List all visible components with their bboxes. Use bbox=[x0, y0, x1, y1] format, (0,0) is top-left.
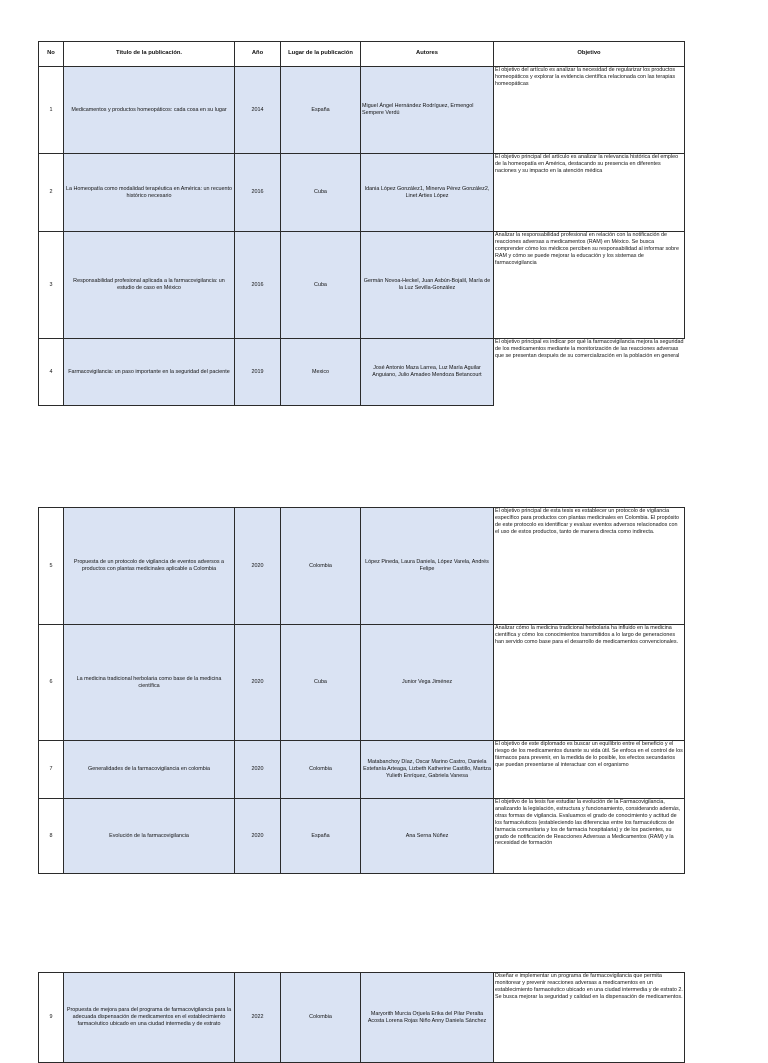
row-number: 5 bbox=[39, 508, 64, 625]
publication-objective: Analizar cómo la medicina tradicional herbolaria ha influido en la medicina científica y cómo los conocimientos transmitidos a lo largo de generaciones han servido como base para el desarrollo de medicamentos convencionales. bbox=[494, 625, 685, 741]
publication-authors: Junior Vega Jiménez bbox=[361, 625, 494, 741]
row-number: 3 bbox=[39, 232, 64, 339]
header-place: Lugar de la publicación bbox=[281, 42, 361, 67]
publication-year: 2014 bbox=[235, 67, 281, 154]
publication-year: 2016 bbox=[235, 232, 281, 339]
publication-year: 2019 bbox=[235, 339, 281, 406]
publication-title: Farmacovigilancia: un paso importante en la seguridad del paciente bbox=[64, 339, 235, 406]
header-row bbox=[39, 42, 685, 67]
row-number: 2 bbox=[39, 154, 64, 232]
publication-objective: Analizar la responsabilidad profesional en relación con la notificación de reacciones adversas a medicamentos (RAM) en México. Se busca comprender cómo los médicos perciben su responsabilidad al informar sobre RAM y cómo se puede mejorar la educación y los sistemas de farmacovigilancia bbox=[494, 232, 685, 339]
row-number: 1 bbox=[39, 67, 64, 154]
row-number: 9 bbox=[39, 973, 64, 1063]
publication-year: 2016 bbox=[235, 154, 281, 232]
table-row bbox=[39, 154, 685, 232]
table-row bbox=[39, 799, 685, 874]
publication-objective: El objetivo de la tesis fue estudiar la evolución de la Farmacovigilancia, analizando la legislación, estructura y funcionamiento, considerando además, otras formas de vigilancia. Evaluamos el grado de conocimiento y actitud de los farmacéuticos (estableciendo las diferencias entre los farmacéuticos de farmacia comunitaria y los de farmacia hospitalaria) y de los pacientes, su grado de notificación de Reacciones Adversas a Medicamentos (RAM) y la necesidad de formación bbox=[494, 799, 685, 874]
publication-objective: El objetivo de este diplomado es buscar un equilibrio entre el beneficio y el riesgo de los medicamentos durante su vida útil. Se enfoca en el control de los fármacos para prevenir, en la medida de lo posible, los efectos secundarios que puedan presentarse al interactuar con el organismo bbox=[494, 741, 685, 799]
row-number: 6 bbox=[39, 625, 64, 741]
publication-year: 2020 bbox=[235, 741, 281, 799]
publication-title: Propuesta de un protocolo de vigilancia de eventos adversos a productos con plantas medicinales aplicable a Colombia bbox=[64, 508, 235, 625]
publication-authors: Matabanchoy Díaz, Oscar Marino Castro, Daniela Estefanía Arteaga, Lizbeth Katherine Castillo, Maritza Yulieth Enríquez, Gabriela Vanesa bbox=[361, 741, 494, 799]
publication-place: Mexico bbox=[281, 339, 361, 406]
publication-title: Propuesta de mejora para del programa de farmacovigilancia para la adecuada dispensación de medicamentos en el establecimiento farmacéutico ubicado en una ciudad intermedia y de estrato bbox=[64, 973, 235, 1063]
header-objective: Objetivo bbox=[494, 42, 685, 67]
publication-place: Cuba bbox=[281, 625, 361, 741]
table-row bbox=[39, 625, 685, 741]
publication-authors: Idania López González1, Minerva Pérez González2, Linet Arties López bbox=[361, 154, 494, 232]
publication-place: Cuba bbox=[281, 154, 361, 232]
publication-place: Colombia bbox=[281, 973, 361, 1063]
publication-objective: El objetivo principal del artículo es analizar la relevancia histórica del empleo de la homeopatía en América, destacando su presencia en diferentes naciones y su impacto en la atención médica bbox=[494, 154, 685, 232]
header-authors: Autores bbox=[361, 42, 494, 67]
publication-authors: Ana Serna Núñez bbox=[361, 799, 494, 874]
table-row bbox=[39, 67, 685, 154]
publication-year: 2022 bbox=[235, 973, 281, 1063]
header-no: No bbox=[39, 42, 64, 67]
publication-objective: El objetivo principal es indicar por qué la farmacovigilancia mejora la seguridad de los medicamentos mediante la monitorización de las reacciones adversas que se presentan después de su comercialización en la población en general bbox=[494, 339, 685, 406]
publication-title: Evolución de la farmacovigilancia bbox=[64, 799, 235, 874]
table-row bbox=[39, 741, 685, 799]
publications-table-part-3 bbox=[38, 972, 685, 1063]
table-row bbox=[39, 339, 685, 406]
publication-place: Colombia bbox=[281, 508, 361, 625]
table-row bbox=[39, 232, 685, 339]
header-year: Año bbox=[235, 42, 281, 67]
row-number: 4 bbox=[39, 339, 64, 406]
publication-authors: Miguel Ángel Hernández Rodríguez, Ermengol Sempere Verdú bbox=[361, 67, 494, 154]
publication-objective: El objetivo principal de esta tesis es establecer un protocolo de vigilancia específico para productos con plantas medicinales en Colombia. El propósito de este protocolo es identificar y evaluar eventos adversos relacionados con el uso de estos productos, tanto de manera directa como indirecta. bbox=[494, 508, 685, 625]
publication-place: España bbox=[281, 67, 361, 154]
table-row bbox=[39, 508, 685, 625]
publication-place: España bbox=[281, 799, 361, 874]
publication-year: 2020 bbox=[235, 508, 281, 625]
publications-table-part-2 bbox=[38, 507, 685, 874]
publication-title: Generalidades de la farmacovigilancia en colombia bbox=[64, 741, 235, 799]
publication-authors: José Antonio Maza Larrea, Luz María Aguilar Anguiano, Julio Amadeo Mendoza Betancourt bbox=[361, 339, 494, 406]
publication-place: Cuba bbox=[281, 232, 361, 339]
publication-title: Medicamentos y productos homeopáticos: cada cosa en su lugar bbox=[64, 67, 235, 154]
publication-place: Colombia bbox=[281, 741, 361, 799]
publication-title: Responsabilidad profesional aplicada a la farmacovigilancia: un estudio de caso en México bbox=[64, 232, 235, 339]
publication-authors: Germán Novoa-Heckel, Juan Asbún-Bojalil, María de la Luz Sevilla-González bbox=[361, 232, 494, 339]
publication-authors: Maryorith Murcia Orjuela Erika del Pilar Peralta Acosta Lorena Rojas Niño Anny Daniela Sánchez bbox=[361, 973, 494, 1063]
publication-year: 2020 bbox=[235, 799, 281, 874]
publication-title: La medicina tradicional herbolaria como base de la medicina científica bbox=[64, 625, 235, 741]
row-number: 7 bbox=[39, 741, 64, 799]
header-title: Título de la publicación. bbox=[64, 42, 235, 67]
publication-year: 2020 bbox=[235, 625, 281, 741]
publication-objective: El objetivo del artículo es analizar la necesidad de regularizar los productos homeopáticos y explorar la evidencia científica relacionada con las terapias homeopáticas bbox=[494, 67, 685, 154]
table-row bbox=[39, 973, 685, 1063]
row-number: 8 bbox=[39, 799, 64, 874]
publication-objective: Diseñar e implementar un programa de farmacovigilancia que permita monitorear y prevenir reacciones adversas a medicamentos en un establecimiento farmacéutico ubicado en una ciudad intermedia y de estrato 2. Se busca mejorar la seguridad y calidad en la dispensación de medicamentos. bbox=[494, 973, 685, 1063]
publication-title: La Homeopatía como modalidad terapéutica en América: un recuento histórico necesario bbox=[64, 154, 235, 232]
publication-authors: López Pineda, Laura Daniela, López Varela, Andrés Felipe bbox=[361, 508, 494, 625]
publications-table-part-1 bbox=[38, 41, 685, 406]
